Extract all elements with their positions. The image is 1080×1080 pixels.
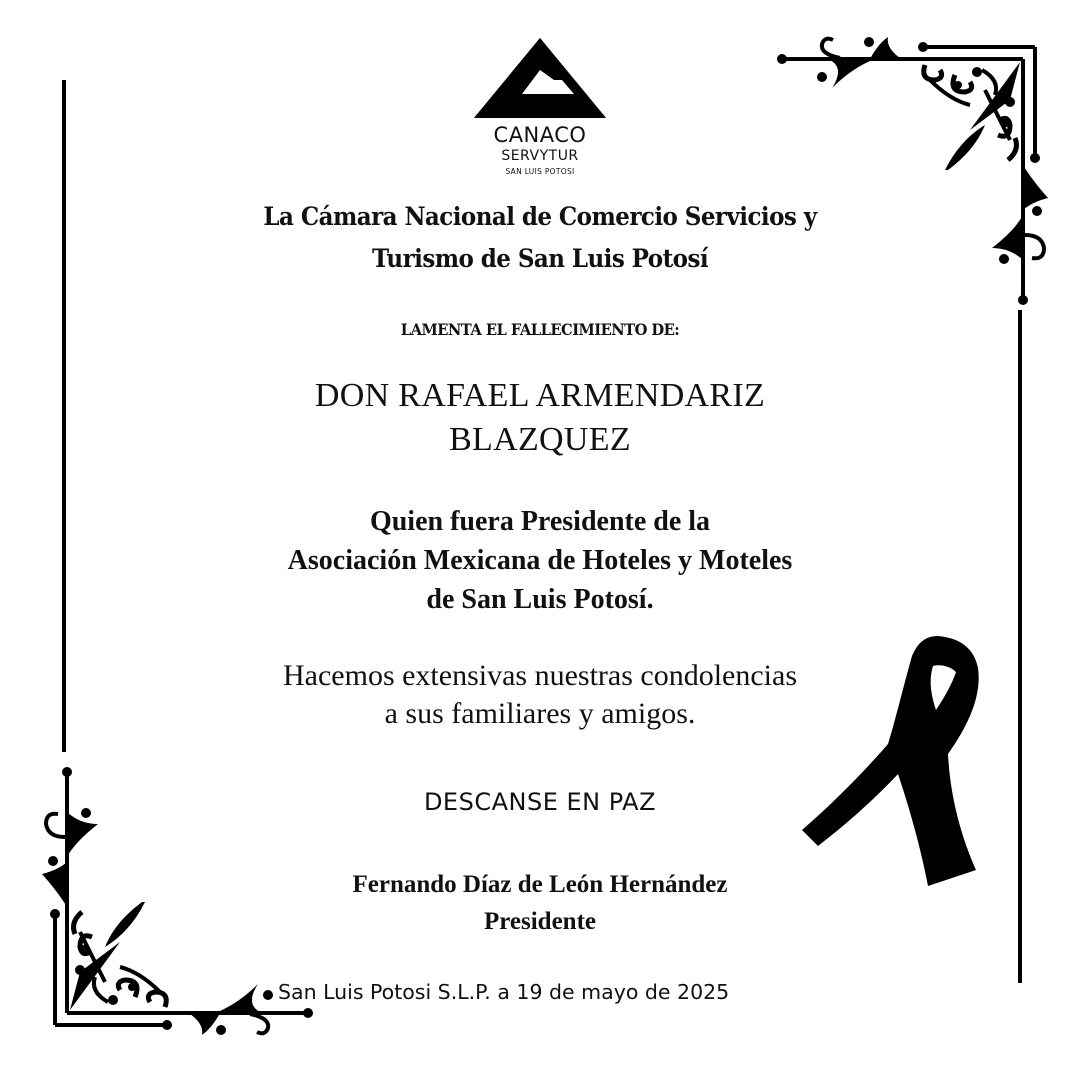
role-line-3: de San Luis Potosí. <box>426 584 654 615</box>
deceased-line-1: DON RAFAEL ARMENDARIZ <box>314 377 766 414</box>
rest-in-peace-text: DESCANSE EN PAZ <box>423 788 657 816</box>
logo-subtitle: SERVYTUR <box>501 148 579 164</box>
deceased-name <box>0 374 1080 462</box>
deceased-role <box>0 502 1080 619</box>
deceased-line-2: BLAZQUEZ <box>449 421 631 458</box>
signer-title: Presidente <box>483 908 596 935</box>
signer-name: Fernando Díaz de León Hernández <box>352 871 728 898</box>
organization-name <box>43 196 1037 280</box>
organization-line-1: La Cámara Nacional de Comercio Servicios y <box>263 202 817 231</box>
date-line: San Luis Potosi S.L.P. a 19 de mayo de 2025 <box>278 980 730 1004</box>
role-line-1: Quien fuera Presidente de la <box>369 506 711 537</box>
canaco-logo <box>470 36 610 186</box>
mourning-ribbon-icon <box>800 634 985 889</box>
condolences-line-1: Hacemos extensivas nuestras condolencias <box>283 659 797 692</box>
role-line-2: Asociación Mexicana de Hoteles y Moteles <box>287 545 793 576</box>
announcement-heading: LAMENTA EL FALLECIMIENTO DE: <box>400 320 680 339</box>
canaco-triangle-logo-icon <box>470 36 610 122</box>
condolences-line-2: a sus familiares y amigos. <box>384 697 696 730</box>
organization-line-2: Turismo de San Luis Potosí <box>371 244 709 273</box>
logo-name: CANACO <box>493 123 587 147</box>
logo-location: SAN LUIS POTOSI <box>505 167 575 176</box>
